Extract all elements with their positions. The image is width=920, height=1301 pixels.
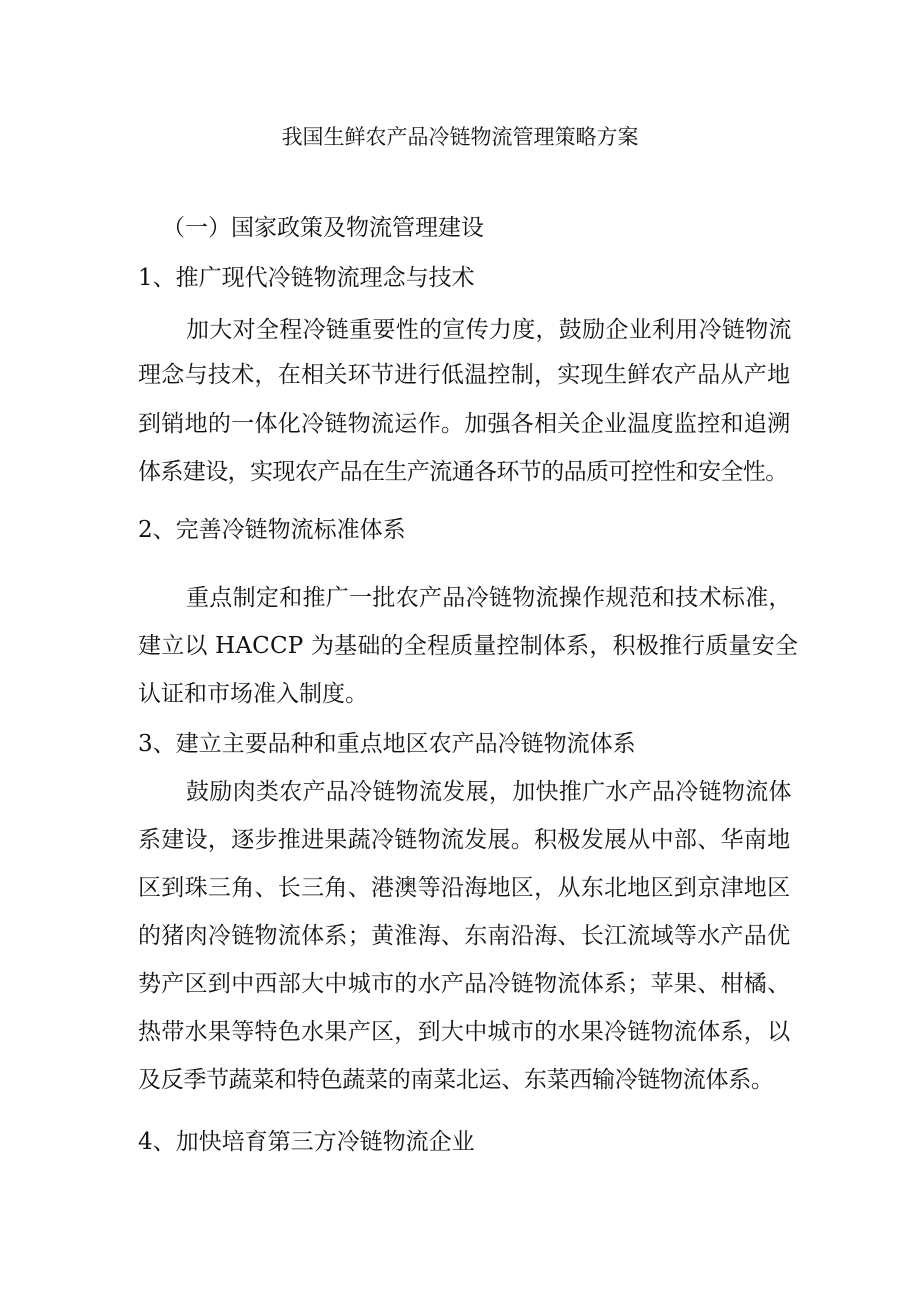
section-heading: （一）国家政策及物流管理建设 (162, 215, 484, 241)
item-3-paragraph-line: 热带水果等特色水果产区，到大中城市的水果冷链物流体系，以 (138, 1019, 791, 1045)
item-3-paragraph-line: 区到珠三角、长三角、港澳等沿海地区，从东北地区到京津地区 (138, 875, 791, 901)
item-2-heading: 2、完善冷链物流标准体系 (138, 517, 406, 543)
page-title: 我国生鲜农产品冷链物流管理策略方案 (281, 125, 639, 149)
item-2-paragraph-line: 重点制定和推广一批农产品冷链物流操作规范和技术标准， (186, 585, 792, 611)
item-1-paragraph-line: 到销地的一体化冷链物流运作。加强各相关企业温度监控和追溯 (138, 411, 791, 437)
item-3-paragraph-line: 系建设，逐步推进果蔬冷链物流发展。积极发展从中部、华南地 (138, 827, 791, 853)
item-3-paragraph-line: 鼓励肉类农产品冷链物流发展，加快推广水产品冷链物流体 (186, 779, 792, 805)
item-1-heading: 1、推广现代冷链物流理念与技术 (138, 265, 475, 291)
item-2-paragraph-line: 认证和市场准入制度。 (138, 681, 368, 707)
item-3-paragraph-line: 及反季节蔬菜和特色蔬菜的南菜北运、东菜西输冷链物流体系。 (138, 1067, 774, 1093)
item-3-heading: 3、建立主要品种和重点地区农产品冷链物流体系 (138, 731, 636, 757)
item-4-heading: 4、加快培育第三方冷链物流企业 (138, 1129, 475, 1155)
item-1-paragraph-line: 理念与技术，在相关环节进行低温控制，实现生鲜农产品从产地 (138, 362, 791, 388)
item-1-paragraph-line: 体系建设，实现农产品在生产流通各环节的品质可控性和安全性。 (138, 459, 788, 485)
item-3-paragraph-line: 势产区到中西部大中城市的水产品冷链物流体系；苹果、柑橘、 (138, 971, 791, 997)
item-1-paragraph-line: 加大对全程冷链重要性的宣传力度，鼓励企业利用冷链物流 (186, 317, 792, 343)
item-2-paragraph-line: 建立以 HACCP 为基础的全程质量控制体系，积极推行质量安全 (138, 633, 799, 659)
item-3-paragraph-line: 的猪肉冷链物流体系；黄淮海、东南沿海、长江流域等水产品优 (138, 923, 791, 949)
